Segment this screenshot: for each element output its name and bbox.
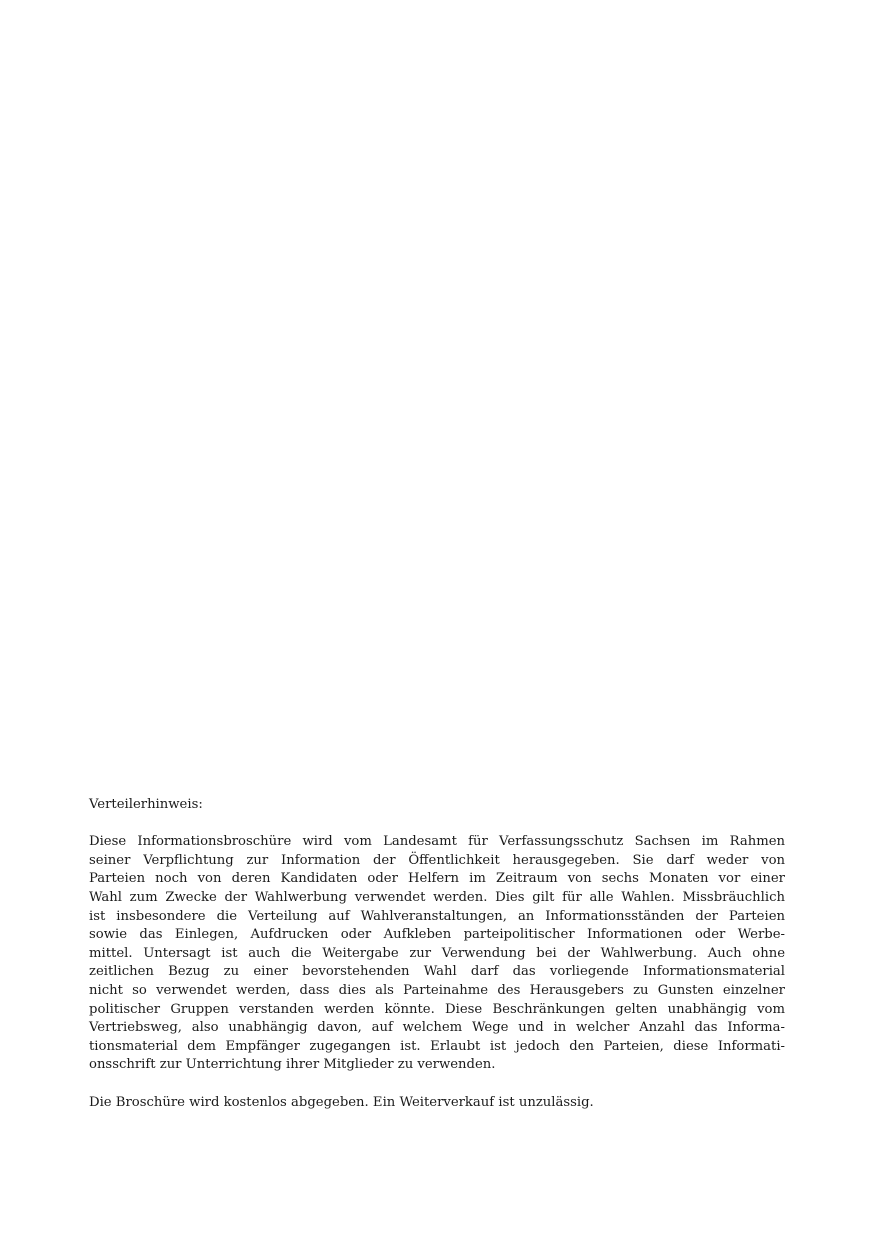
notice-body-line: Diese Informationsbroschüre wird vom Landesamt für Verfassungsschutz Sachsen im Rahmen <box>89 834 785 850</box>
notice-body-line: sowie das Einlegen, Aufdrucken oder Aufkleben parteipolitischer Informationen oder Werbe- <box>89 927 785 943</box>
notice-body-line: tionsmaterial dem Empfänger zugegangen ist. Erlaubt ist jedoch den Parteien, diese Informati- <box>89 1038 785 1054</box>
notice-body-line: Parteien noch von deren Kandidaten oder Helfern im Zeitraum von sechs Monaten vor einer <box>89 871 785 887</box>
notice-body-line: mittel. Untersagt ist auch die Weitergabe zur Verwendung bei der Wahlwerbung. Auch ohne <box>89 945 785 961</box>
notice-body-line: politischer Gruppen verstanden werden könnte. Diese Beschränkungen gelten unabhängig vom <box>89 1001 785 1017</box>
notice-body-line: ist insbesondere die Verteilung auf Wahlveranstaltungen, an Informationsständen der Parteien <box>89 908 785 924</box>
notice-body-line: seiner Verpflichtung zur Information der Öffentlichkeit herausgegeben. Sie darf weder von <box>89 852 785 868</box>
notice-body-line: Vertriebsweg, also unabhängig davon, auf welchem Wege und in welcher Anzahl das Informa- <box>89 1020 785 1036</box>
notice-body-line: nicht so verwendet werden, dass dies als Parteinahme des Herausgebers zu Gunsten einzelner <box>89 982 785 998</box>
notice-body-line: zeitlichen Bezug zu einer bevorstehenden Wahl darf das vorliegende Informationsmaterial <box>89 964 785 980</box>
notice-body <box>89 833 785 1075</box>
notice-body-line: Wahl zum Zwecke der Wahlwerbung verwendet werden. Dies gilt für alle Wahlen. Missbräuchlich <box>89 889 785 905</box>
notice-heading: Verteilerhinweis: <box>89 797 203 812</box>
notice-footer: Die Broschüre wird kostenlos abgegeben. Ein Weiterverkauf ist unzulässig. <box>89 1094 594 1110</box>
distribution-notice <box>89 796 785 1112</box>
notice-body-line: onsschrift zur Unterrichtung ihrer Mitglieder zu verwenden. <box>89 1057 496 1073</box>
